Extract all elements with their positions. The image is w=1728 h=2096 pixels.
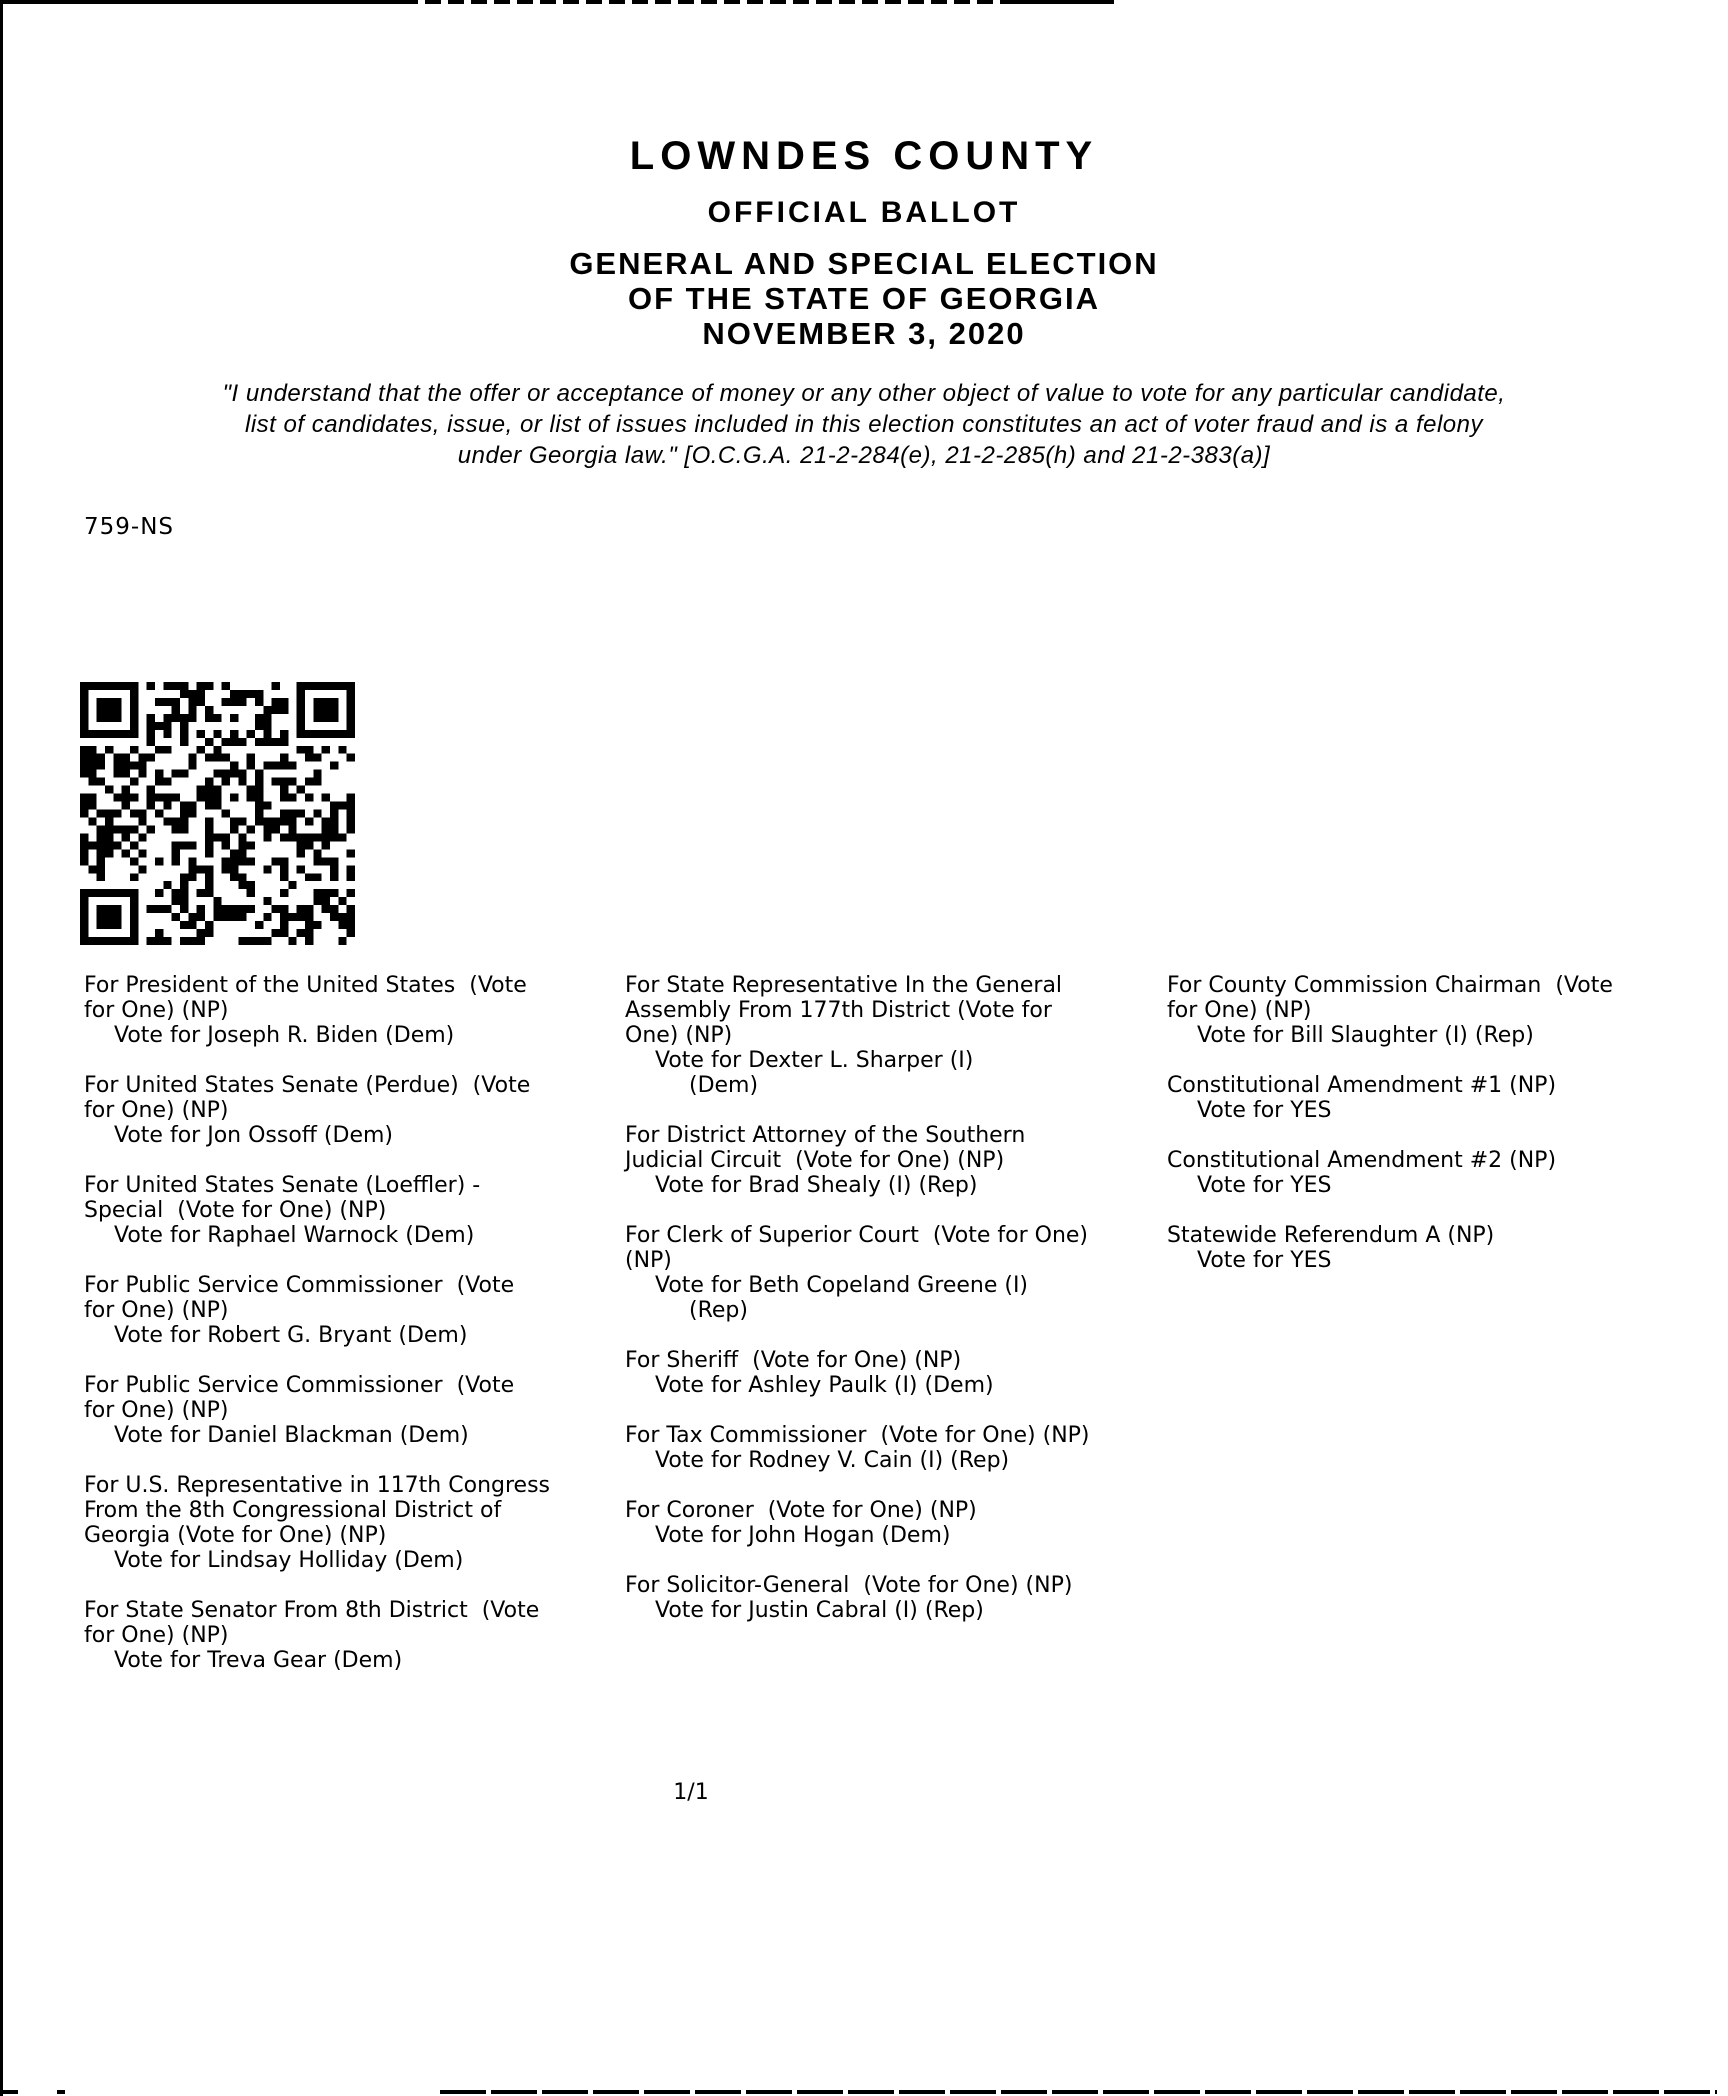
contest-block: [1167, 1073, 1707, 1123]
contest-title-line: For Clerk of Superior Court (Vote for One): [625, 1223, 1088, 1248]
qr-code-icon: [80, 682, 355, 945]
contest-block: [84, 1473, 624, 1573]
contest-title-line: (NP): [625, 1248, 672, 1273]
contest-title-line: Georgia (Vote for One) (NP): [84, 1523, 387, 1548]
contest-title-line: For United States Senate (Perdue) (Vote: [84, 1073, 531, 1098]
contest-vote-line: Vote for Rodney V. Cain (I) (Rep): [655, 1448, 1010, 1473]
contest-block: [625, 1123, 1167, 1198]
contest-title-line: For Sheriff (Vote for One) (NP): [625, 1348, 962, 1373]
disclaimer-line: under Georgia law." [O.C.G.A. 21-2-284(e), 21-2-285(h) and 21-2-383(a)]: [457, 442, 1271, 469]
election-title-line2: OF THE STATE OF GEORGIA: [628, 281, 1100, 316]
bottom-border-mark: [57, 2090, 65, 2094]
election-title-line1: GENERAL AND SPECIAL ELECTION: [569, 246, 1159, 281]
contest-title-line: Judicial Circuit (Vote for One) (NP): [625, 1148, 1005, 1173]
contest-title-line: For State Representative In the General: [625, 973, 1063, 998]
contest-vote-line: Vote for YES: [1197, 1248, 1332, 1273]
contest-title-line: Statewide Referendum A (NP): [1167, 1223, 1495, 1248]
contest-vote-line: Vote for John Hogan (Dem): [655, 1523, 951, 1548]
contest-title-line: For State Senator From 8th District (Vote: [84, 1598, 540, 1623]
ballot-style-id: 759-NS: [84, 514, 175, 540]
contest-title-line: For Public Service Commissioner (Vote: [84, 1373, 515, 1398]
contest-title-line: For Public Service Commissioner (Vote: [84, 1273, 515, 1298]
contest-block: [84, 1173, 624, 1248]
disclaimer-line: "I understand that the offer or acceptance of money or any other object of value to vote for any particular candidate,: [222, 380, 1506, 407]
contest-block: [84, 1073, 624, 1148]
contest-vote-line: Vote for Bill Slaughter (I) (Rep): [1197, 1023, 1534, 1048]
contest-title-line: Special (Vote for One) (NP): [84, 1198, 387, 1223]
county-title: LOWNDES COUNTY: [629, 134, 1099, 178]
contest-vote-line: Vote for Ashley Paulk (I) (Dem): [655, 1373, 994, 1398]
contest-title-line: For County Commission Chairman (Vote: [1167, 973, 1613, 998]
contest-title-line: For United States Senate (Loeffler) -: [84, 1173, 481, 1198]
contest-column-1: [84, 973, 624, 1698]
disclaimer-line: list of candidates, issue, or list of issues included in this election constitutes an act of voter fraud and is a felony: [245, 411, 1483, 438]
contest-vote-line: Vote for Dexter L. Sharper (I): [655, 1048, 974, 1073]
contest-title-line: Constitutional Amendment #2 (NP): [1167, 1148, 1557, 1173]
contest-title-line: for One) (NP): [84, 1623, 229, 1648]
contest-vote-line: Vote for Justin Cabral (I) (Rep): [655, 1598, 984, 1623]
contest-column-3: [1167, 973, 1707, 1298]
contest-vote-line: Vote for Brad Shealy (I) (Rep): [655, 1173, 978, 1198]
contest-block: [625, 1573, 1167, 1623]
contest-vote-line: Vote for Jon Ossoff (Dem): [114, 1123, 394, 1148]
contest-vote-line: Vote for Daniel Blackman (Dem): [114, 1423, 469, 1448]
contest-vote-line: Vote for Raphael Warnock (Dem): [114, 1223, 475, 1248]
election-title-line3: NOVEMBER 3, 2020: [702, 316, 1026, 351]
contest-vote-line: Vote for Lindsay Holliday (Dem): [114, 1548, 464, 1573]
contest-block: [625, 1423, 1167, 1473]
contest-title-line: for One) (NP): [84, 1098, 229, 1123]
contest-block: [84, 1373, 624, 1448]
contest-block: [625, 1498, 1167, 1548]
contest-title-line: For U.S. Representative in 117th Congress: [84, 1473, 550, 1498]
top-border-line-end: [1002, 0, 1114, 4]
bottom-border-mark: [0, 2090, 18, 2094]
contest-title-line: For Tax Commissioner (Vote for One) (NP): [625, 1423, 1090, 1448]
contest-title-line: for One) (NP): [84, 998, 229, 1023]
contest-title-line: Assembly From 177th District (Vote for: [625, 998, 1052, 1023]
top-border-line: [0, 0, 402, 4]
contest-column-2: [625, 973, 1167, 1648]
contest-title-line: For Solicitor-General (Vote for One) (NP): [625, 1573, 1073, 1598]
contest-title-line: Constitutional Amendment #1 (NP): [1167, 1073, 1557, 1098]
contest-title-line: For District Attorney of the Southern: [625, 1123, 1026, 1148]
contest-block: [625, 1348, 1167, 1398]
contest-vote-line: Vote for Robert G. Bryant (Dem): [114, 1323, 468, 1348]
contest-vote-line: Vote for Treva Gear (Dem): [114, 1648, 403, 1673]
contest-vote-line: Vote for YES: [1197, 1098, 1332, 1123]
contest-vote-line: Vote for Beth Copeland Greene (I): [655, 1273, 1029, 1298]
contest-block: [84, 1598, 624, 1673]
contest-block: [625, 973, 1167, 1098]
contest-block: [625, 1223, 1167, 1323]
contest-block: [1167, 1148, 1707, 1198]
contest-vote-line: Vote for Joseph R. Biden (Dem): [114, 1023, 455, 1048]
voter-fraud-disclaimer: [0, 378, 1728, 471]
contest-vote-line: (Dem): [689, 1073, 759, 1098]
top-border-dashes: [402, 0, 1002, 4]
ballot-type-title: OFFICIAL BALLOT: [707, 196, 1021, 229]
contest-title-line: for One) (NP): [84, 1298, 229, 1323]
contest-block: [1167, 1223, 1707, 1273]
contest-block: [1167, 973, 1707, 1048]
page-number: 1/1: [673, 1780, 709, 1805]
contest-block: [84, 1273, 624, 1348]
contest-block: [84, 973, 624, 1048]
contest-title-line: From the 8th Congressional District of: [84, 1498, 502, 1523]
contest-vote-line: (Rep): [689, 1298, 748, 1323]
contest-title-line: for One) (NP): [84, 1398, 229, 1423]
bottom-border-dashes: [440, 2090, 1717, 2094]
contest-title-line: For President of the United States (Vote: [84, 973, 527, 998]
contest-vote-line: Vote for YES: [1197, 1173, 1332, 1198]
contest-title-line: One) (NP): [625, 1023, 733, 1048]
contest-title-line: for One) (NP): [1167, 998, 1312, 1023]
contest-title-line: For Coroner (Vote for One) (NP): [625, 1498, 977, 1523]
